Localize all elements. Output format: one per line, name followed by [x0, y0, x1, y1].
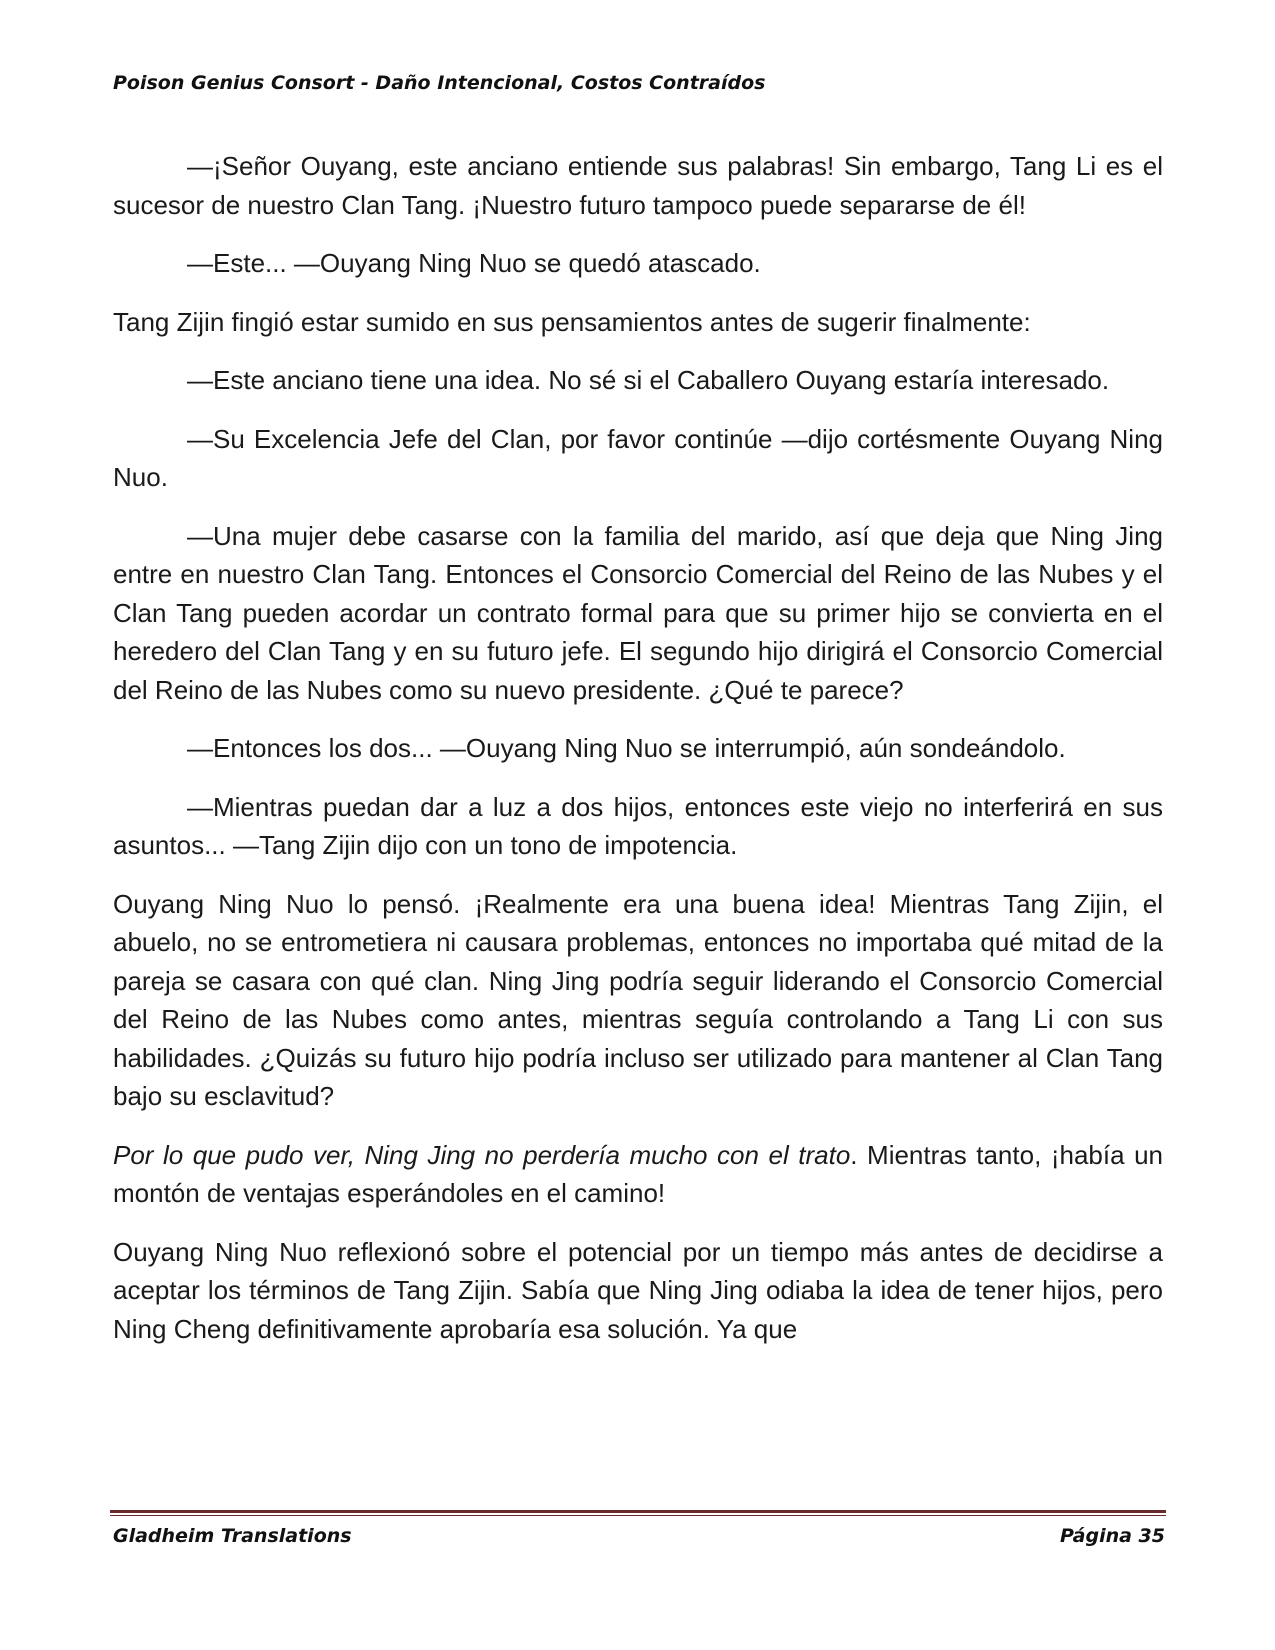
italic-thought: Por lo que pudo ver, Ning Jing no perdería mucho con el trato [113, 1139, 851, 1170]
paragraph: Ouyang Ning Nuo reflexionó sobre el potencial por un tiempo más antes de decidirse a aceptar los términos de Tang Zijin. Sabía que Ning Jing odiaba la idea de tener hijos, pero Ning Cheng definitivamente aprobaría esa solución. Ya que [113, 1236, 1163, 1344]
page-header: Poison Genius Consort - Daño Intencional, Costos Contraídos [113, 72, 766, 94]
footer-divider [110, 1510, 1166, 1513]
italic-thought-end: . [850, 1139, 868, 1170]
paragraph: —Una mujer debe casarse con la familia del marido, así que deja que Ning Jing entre en nuestro Clan Tang. Entonces el Consorcio Comercial del Reino de las Nubes y el Clan Tang pueden acordar un contrato formal para que su primer hijo se convierta en el heredero del Clan Tang y en su futuro jefe. El segundo hijo dirigirá el Consorcio Comercial del Reino de las Nubes como su nuevo presidente. ¿Qué te parece? [113, 520, 1163, 705]
paragraph: —Mientras puedan dar a luz a dos hijos, entonces este viejo no interferirá en sus asuntos... —Tang Zijin dijo con un tono de impotencia. [113, 791, 1163, 860]
paragraph: —Entonces los dos... —Ouyang Ning Nuo se interrumpió, aún sondeándolo. [187, 733, 1066, 763]
paragraph-continuation: Mientras tanto, ¡había un montón de ventajas esperándoles en el camino! [113, 1139, 1163, 1208]
paragraph: Ouyang Ning Nuo lo pensó. ¡Realmente era una buena idea! Mientras Tang Zijin, el abuelo, no se entrometiera ni causara problemas, entonces no importaba qué mitad de la pareja se casara con qué clan. Ning Jing podría seguir liderando el Consorcio Comercial del Reino de las Nubes como antes, mientras seguía controlando a Tang Li con sus habilidades. ¿Quizás su futuro hijo podría incluso ser utilizado para mantener al Clan Tang bajo su esclavitud? [113, 888, 1163, 1111]
page-number: Página 35 [1059, 1525, 1165, 1547]
footer-publisher: Gladheim Translations [113, 1525, 352, 1547]
paragraph: —Su Excelencia Jefe del Clan, por favor continúe —dijo cortésmente Ouyang Ning Nuo. [113, 423, 1163, 492]
paragraph: —Este anciano tiene una idea. No sé si el Caballero Ouyang estaría interesado. [187, 365, 1110, 395]
footer-divider-thin [110, 1515, 1166, 1516]
paragraph: Tang Zijin fingió estar sumido en sus pensamientos antes de sugerir finalmente: [113, 306, 1031, 337]
paragraph: —Este... —Ouyang Ning Nuo se quedó atascado. [187, 248, 761, 278]
paragraph: —¡Señor Ouyang, este anciano entiende sus palabras! Sin embargo, Tang Li es el sucesor de nuestro Clan Tang. ¡Nuestro futuro tampoco puede separarse de él! [113, 151, 1163, 220]
document-body [113, 147, 1163, 1368]
paragraph-mixed [113, 1136, 1163, 1213]
